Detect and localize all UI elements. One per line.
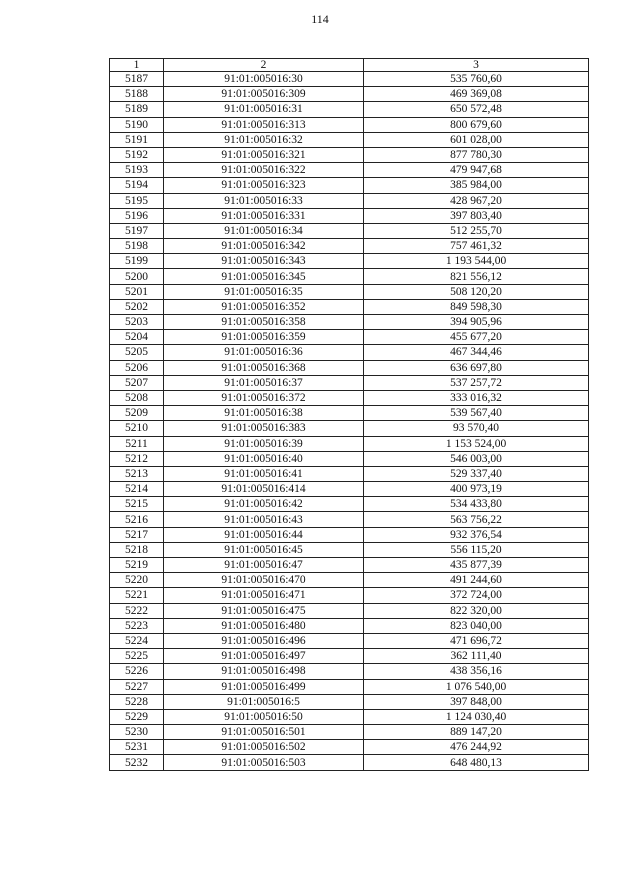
row-number-cell: 5212: [110, 451, 164, 466]
value-cell: 636 697,80: [364, 360, 589, 375]
row-number-cell: 5190: [110, 117, 164, 132]
row-number-cell: 5220: [110, 573, 164, 588]
row-number-cell: 5199: [110, 254, 164, 269]
cadastral-number-cell: 91:01:005016:496: [164, 633, 364, 648]
cadastral-number-cell: 91:01:005016:5: [164, 694, 364, 709]
value-cell: 537 257,72: [364, 375, 589, 390]
cadastral-number-cell: 91:01:005016:31: [164, 102, 364, 117]
cadastral-number-cell: 91:01:005016:502: [164, 740, 364, 755]
value-cell: 889 147,20: [364, 725, 589, 740]
table-row: [110, 299, 589, 314]
cadastral-number-cell: 91:01:005016:30: [164, 72, 364, 87]
row-number-cell: 5218: [110, 542, 164, 557]
row-number-cell: 5208: [110, 390, 164, 405]
table-row: [110, 72, 589, 87]
value-cell: 539 567,40: [364, 406, 589, 421]
value-cell: 546 003,00: [364, 451, 589, 466]
table-row: [110, 482, 589, 497]
row-number-cell: 5216: [110, 512, 164, 527]
table-row: [110, 390, 589, 405]
cadastral-number-cell: 91:01:005016:40: [164, 451, 364, 466]
value-cell: 467 344,46: [364, 345, 589, 360]
value-cell: 471 696,72: [364, 633, 589, 648]
cadastral-number-cell: 91:01:005016:37: [164, 375, 364, 390]
table-row: [110, 132, 589, 147]
row-number-cell: 5207: [110, 375, 164, 390]
column-header-3: 3: [364, 59, 589, 72]
table-row: [110, 375, 589, 390]
row-number-cell: 5226: [110, 664, 164, 679]
table-row: [110, 618, 589, 633]
table-row: [110, 208, 589, 223]
row-number-cell: 5213: [110, 466, 164, 481]
cadastral-number-cell: 91:01:005016:352: [164, 299, 364, 314]
value-cell: 535 760,60: [364, 72, 589, 87]
table-row: [110, 497, 589, 512]
value-cell: 394 905,96: [364, 315, 589, 330]
value-cell: 362 111,40: [364, 649, 589, 664]
value-cell: 556 115,20: [364, 542, 589, 557]
value-cell: 397 848,00: [364, 694, 589, 709]
table-row: [110, 725, 589, 740]
cadastral-number-cell: 91:01:005016:503: [164, 755, 364, 770]
table-row: [110, 542, 589, 557]
row-number-cell: 5209: [110, 406, 164, 421]
row-number-cell: 5201: [110, 284, 164, 299]
table-row: [110, 269, 589, 284]
table-row: [110, 694, 589, 709]
cadastral-number-cell: 91:01:005016:313: [164, 117, 364, 132]
table-row: [110, 527, 589, 542]
row-number-cell: 5198: [110, 239, 164, 254]
table-row: [110, 102, 589, 117]
cadastral-number-cell: 91:01:005016:323: [164, 178, 364, 193]
cadastral-number-cell: 91:01:005016:501: [164, 725, 364, 740]
row-number-cell: 5217: [110, 527, 164, 542]
table-row: [110, 406, 589, 421]
value-cell: 822 320,00: [364, 603, 589, 618]
table-row: [110, 436, 589, 451]
cadastral-number-cell: 91:01:005016:471: [164, 588, 364, 603]
cadastral-number-cell: 91:01:005016:368: [164, 360, 364, 375]
cadastral-number-cell: 91:01:005016:44: [164, 527, 364, 542]
row-number-cell: 5191: [110, 132, 164, 147]
table-row: [110, 603, 589, 618]
row-number-cell: 5203: [110, 315, 164, 330]
row-number-cell: 5210: [110, 421, 164, 436]
value-cell: 1 124 030,40: [364, 709, 589, 724]
value-cell: 1 193 544,00: [364, 254, 589, 269]
cadastral-number-cell: 91:01:005016:358: [164, 315, 364, 330]
value-cell: 479 947,68: [364, 163, 589, 178]
column-header-2: 2: [164, 59, 364, 72]
table-row: [110, 709, 589, 724]
row-number-cell: 5229: [110, 709, 164, 724]
value-cell: 428 967,20: [364, 193, 589, 208]
cadastral-number-cell: 91:01:005016:34: [164, 223, 364, 238]
value-cell: 529 337,40: [364, 466, 589, 481]
cadastral-number-cell: 91:01:005016:33: [164, 193, 364, 208]
row-number-cell: 5202: [110, 299, 164, 314]
cadastral-number-cell: 91:01:005016:45: [164, 542, 364, 557]
value-cell: 601 028,00: [364, 132, 589, 147]
value-cell: 821 556,12: [364, 269, 589, 284]
value-cell: 385 984,00: [364, 178, 589, 193]
cadastral-number-cell: 91:01:005016:343: [164, 254, 364, 269]
value-cell: 491 244,60: [364, 573, 589, 588]
table-row: [110, 451, 589, 466]
table-row: [110, 330, 589, 345]
cadastral-number-cell: 91:01:005016:39: [164, 436, 364, 451]
cadastral-number-cell: 91:01:005016:414: [164, 482, 364, 497]
value-cell: 849 598,30: [364, 299, 589, 314]
value-cell: 877 780,30: [364, 147, 589, 162]
table-body: [110, 59, 589, 771]
value-cell: 469 369,08: [364, 87, 589, 102]
value-cell: 372 724,00: [364, 588, 589, 603]
table-row: [110, 223, 589, 238]
table-row: [110, 178, 589, 193]
cadastral-number-cell: 91:01:005016:470: [164, 573, 364, 588]
table-row: [110, 147, 589, 162]
value-cell: 823 040,00: [364, 618, 589, 633]
cadastral-number-cell: 91:01:005016:32: [164, 132, 364, 147]
cadastral-number-cell: 91:01:005016:475: [164, 603, 364, 618]
cadastral-number-cell: 91:01:005016:359: [164, 330, 364, 345]
cadastral-number-cell: 91:01:005016:321: [164, 147, 364, 162]
row-number-cell: 5221: [110, 588, 164, 603]
cadastral-number-cell: 91:01:005016:47: [164, 558, 364, 573]
row-number-cell: 5228: [110, 694, 164, 709]
table-row: [110, 421, 589, 436]
row-number-cell: 5222: [110, 603, 164, 618]
value-cell: 757 461,32: [364, 239, 589, 254]
cadastral-number-cell: 91:01:005016:41: [164, 466, 364, 481]
table-row: [110, 466, 589, 481]
cadastral-number-cell: 91:01:005016:36: [164, 345, 364, 360]
value-cell: 435 877,39: [364, 558, 589, 573]
value-cell: 534 433,80: [364, 497, 589, 512]
table-row: [110, 664, 589, 679]
row-number-cell: 5232: [110, 755, 164, 770]
row-number-cell: 5187: [110, 72, 164, 87]
row-number-cell: 5196: [110, 208, 164, 223]
cadastral-number-cell: 91:01:005016:322: [164, 163, 364, 178]
table-row: [110, 588, 589, 603]
table-row: [110, 755, 589, 770]
value-cell: 1 076 540,00: [364, 679, 589, 694]
cadastral-number-cell: 91:01:005016:345: [164, 269, 364, 284]
cadastral-number-cell: 91:01:005016:497: [164, 649, 364, 664]
value-cell: 1 153 524,00: [364, 436, 589, 451]
row-number-cell: 5205: [110, 345, 164, 360]
row-number-cell: 5188: [110, 87, 164, 102]
value-cell: 648 480,13: [364, 755, 589, 770]
table-row: [110, 360, 589, 375]
row-number-cell: 5230: [110, 725, 164, 740]
table-row: [110, 558, 589, 573]
row-number-cell: 5195: [110, 193, 164, 208]
row-number-cell: 5214: [110, 482, 164, 497]
row-number-cell: 5227: [110, 679, 164, 694]
table-row: [110, 512, 589, 527]
table-row: [110, 284, 589, 299]
row-number-cell: 5224: [110, 633, 164, 648]
value-cell: 508 120,20: [364, 284, 589, 299]
column-header-1: 1: [110, 59, 164, 72]
table-row: [110, 345, 589, 360]
table-row: [110, 315, 589, 330]
cadastral-number-cell: 91:01:005016:498: [164, 664, 364, 679]
cadastral-number-cell: 91:01:005016:480: [164, 618, 364, 633]
value-cell: 932 376,54: [364, 527, 589, 542]
table-row: [110, 573, 589, 588]
row-number-cell: 5189: [110, 102, 164, 117]
row-number-cell: 5223: [110, 618, 164, 633]
table-row: [110, 163, 589, 178]
row-number-cell: 5206: [110, 360, 164, 375]
cadastral-number-cell: 91:01:005016:42: [164, 497, 364, 512]
cadastral-number-cell: 91:01:005016:43: [164, 512, 364, 527]
value-cell: 563 756,22: [364, 512, 589, 527]
cadastral-number-cell: 91:01:005016:372: [164, 390, 364, 405]
value-cell: 512 255,70: [364, 223, 589, 238]
cadastral-number-cell: 91:01:005016:342: [164, 239, 364, 254]
table-row: [110, 633, 589, 648]
value-cell: 438 356,16: [364, 664, 589, 679]
value-cell: 650 572,48: [364, 102, 589, 117]
cadastral-number-cell: 91:01:005016:383: [164, 421, 364, 436]
row-number-cell: 5194: [110, 178, 164, 193]
value-cell: 800 679,60: [364, 117, 589, 132]
value-cell: 455 677,20: [364, 330, 589, 345]
page-number: 114: [311, 12, 329, 26]
table-row: [110, 239, 589, 254]
cadastral-number-cell: 91:01:005016:499: [164, 679, 364, 694]
table-row: [110, 117, 589, 132]
cadastral-number-cell: 91:01:005016:331: [164, 208, 364, 223]
table-row: [110, 87, 589, 102]
row-number-cell: 5197: [110, 223, 164, 238]
row-number-cell: 5215: [110, 497, 164, 512]
row-number-cell: 5200: [110, 269, 164, 284]
table-row: [110, 193, 589, 208]
value-cell: 397 803,40: [364, 208, 589, 223]
cadastral-number-cell: 91:01:005016:38: [164, 406, 364, 421]
row-number-cell: 5231: [110, 740, 164, 755]
cadastral-number-cell: 91:01:005016:309: [164, 87, 364, 102]
value-cell: 476 244,92: [364, 740, 589, 755]
table-row: [110, 649, 589, 664]
row-number-cell: 5219: [110, 558, 164, 573]
row-number-cell: 5193: [110, 163, 164, 178]
cadastral-number-cell: 91:01:005016:50: [164, 709, 364, 724]
row-number-cell: 5204: [110, 330, 164, 345]
value-cell: 333 016,32: [364, 390, 589, 405]
registry-table: [109, 58, 589, 771]
table-row: [110, 740, 589, 755]
value-cell: 400 973,19: [364, 482, 589, 497]
row-number-cell: 5192: [110, 147, 164, 162]
value-cell: 93 570,40: [364, 421, 589, 436]
table-row: [110, 254, 589, 269]
row-number-cell: 5225: [110, 649, 164, 664]
table-header-row: [110, 59, 589, 72]
table-row: [110, 679, 589, 694]
row-number-cell: 5211: [110, 436, 164, 451]
cadastral-number-cell: 91:01:005016:35: [164, 284, 364, 299]
